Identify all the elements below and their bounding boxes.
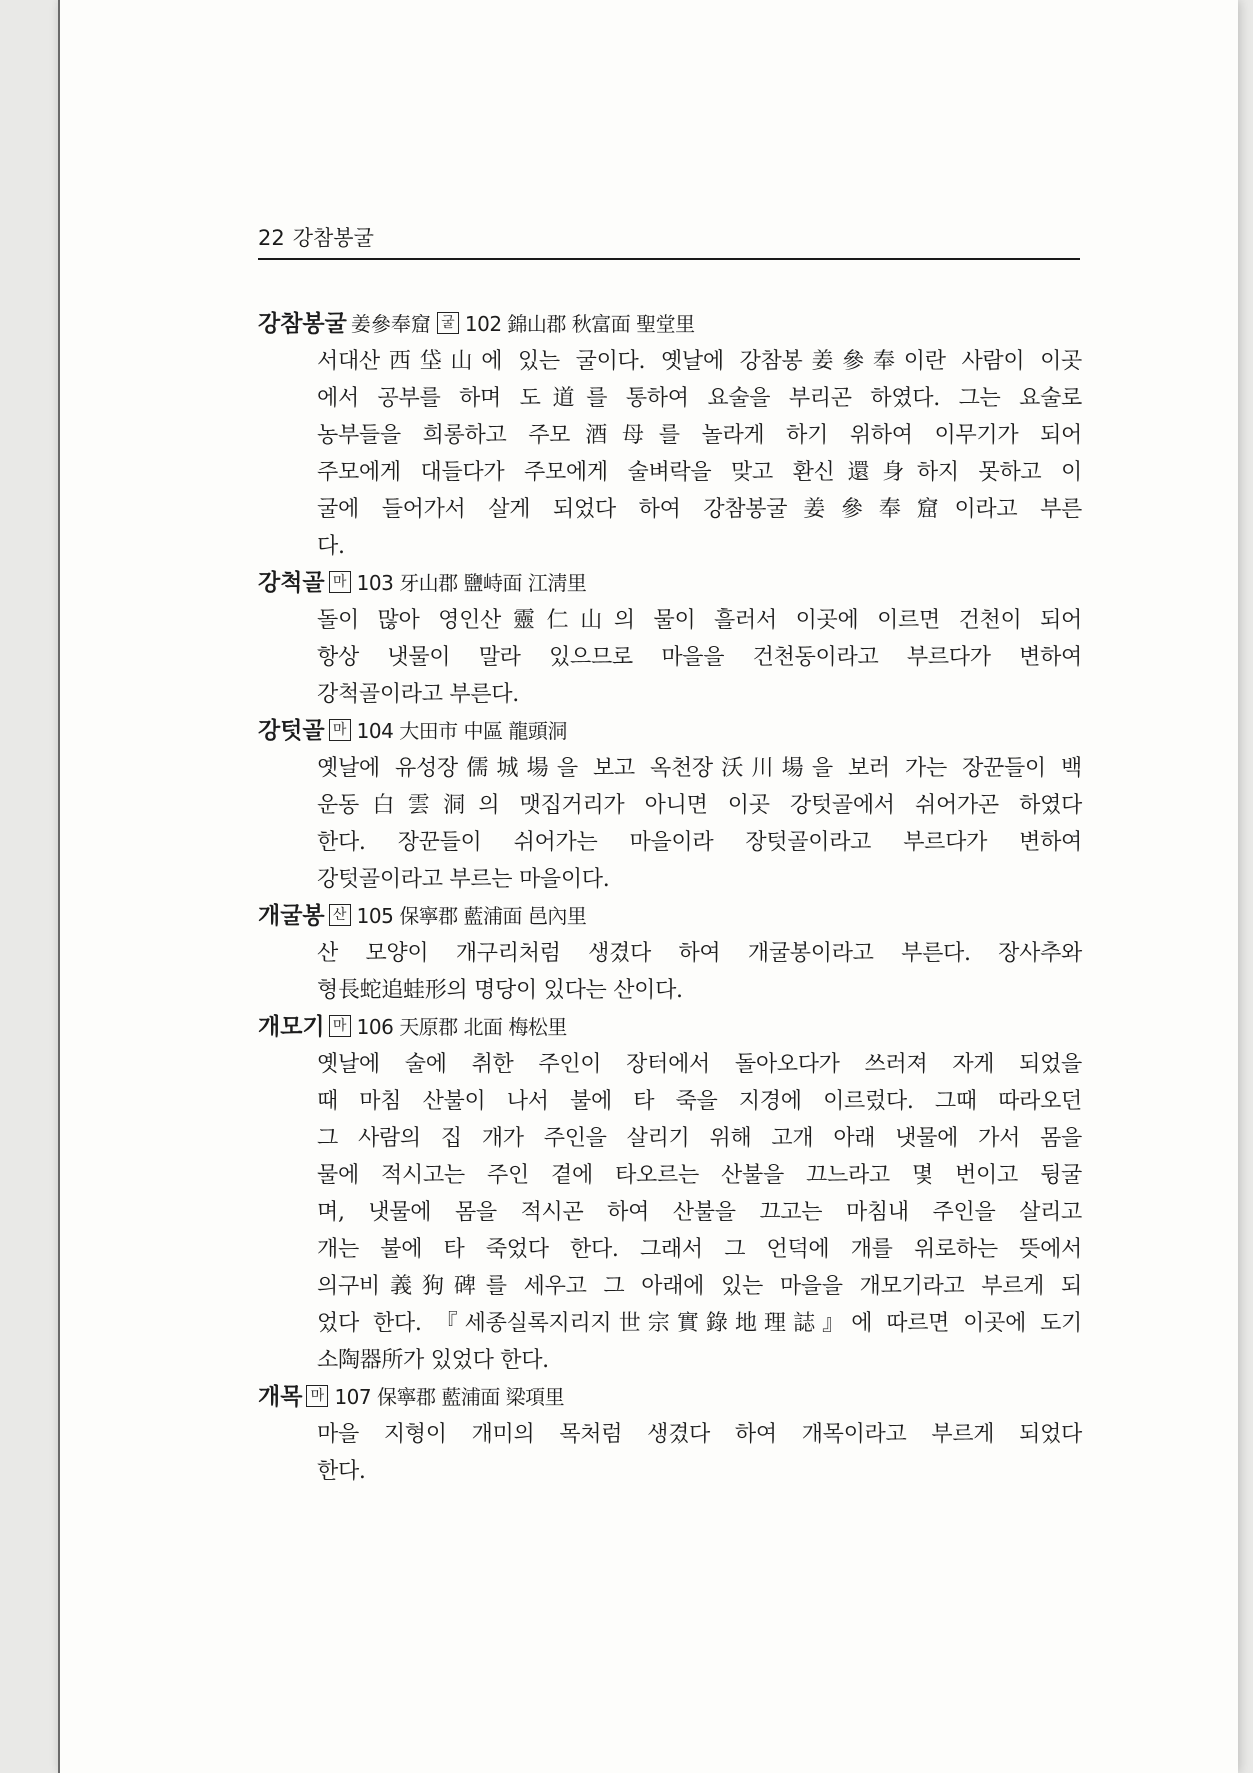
entry-heading xyxy=(258,898,1082,935)
body-line: 주모에게 대들다가 주모에게 술벼락을 맞고 환신還身하지 못하고 이 xyxy=(317,460,1082,485)
body-line: 그 사람의 집 개가 주인을 살리기 위해 고개 아래 냇물에 가서 몸을 xyxy=(317,1126,1082,1151)
body-line: 돌이 많아 영인산靈仁山의 물이 흘러서 이곳에 이르면 건천이 되어 xyxy=(317,608,1082,633)
entry-heading xyxy=(258,1379,1082,1416)
body-line: 형長蛇追蛙形의 명당이 있다는 산이다. xyxy=(317,978,683,1003)
page-content xyxy=(258,306,1082,1490)
entry-location: 102 錦山郡 秋富面 聖堂里 xyxy=(464,312,695,336)
entry-hanja: 姜參奉窟 xyxy=(350,312,431,336)
category-mark: 마 xyxy=(329,571,351,593)
category-mark: 마 xyxy=(306,1385,328,1407)
entry-body xyxy=(317,750,1082,898)
entry xyxy=(258,565,1082,713)
entry-body xyxy=(317,343,1082,565)
entry-name: 강텃골 xyxy=(258,718,325,744)
entry-location: 106 天原郡 北面 梅松里 xyxy=(356,1015,567,1039)
entry-name: 개모기 xyxy=(258,1014,325,1040)
body-line: 강척골이라고 부른다. xyxy=(317,682,519,707)
running-head xyxy=(258,222,1080,260)
entry-name: 강참봉굴 xyxy=(258,311,347,337)
running-head-title: 강참봉굴 xyxy=(292,226,374,250)
body-line: 한다. 장꾼들이 쉬어가는 마을이라 장텃골이라고 부르다가 변하여 xyxy=(317,830,1082,855)
page-number: 22 xyxy=(258,226,285,250)
entry-heading xyxy=(258,565,1082,602)
body-line: 굴에 들어가서 살게 되었다 하여 강참봉굴姜參奉窟이라고 부른 xyxy=(317,497,1082,522)
category-mark: 마 xyxy=(329,719,351,741)
entry-location: 103 牙山郡 鹽峙面 江淸里 xyxy=(356,571,587,595)
body-line: 에서 공부를 하며 도道를 통하여 요술을 부리곤 하였다. 그는 요술로 xyxy=(317,386,1082,411)
entry-body xyxy=(317,602,1082,713)
entry-location: 104 大田市 中區 龍頭洞 xyxy=(356,719,567,743)
entry-body xyxy=(317,1416,1082,1490)
body-line: 강텃골이라고 부르는 마을이다. xyxy=(317,867,610,892)
category-mark: 마 xyxy=(329,1015,351,1037)
entry xyxy=(258,898,1082,1009)
body-line: 옛날에 유성장儒城場을 보고 옥천장沃川場을 보러 가는 장꾼들이 백 xyxy=(317,756,1082,781)
entry-location: 107 保寧郡 藍浦面 梁項里 xyxy=(334,1385,565,1409)
entry xyxy=(258,1009,1082,1379)
body-line: 마을 지형이 개미의 목처럼 생겼다 하여 개목이라고 부르게 되었다 xyxy=(317,1422,1082,1447)
body-line: 다. xyxy=(317,534,345,559)
entry-body xyxy=(317,935,1082,1009)
body-line: 산 모양이 개구리처럼 생겼다 하여 개굴봉이라고 부른다. 장사추와 xyxy=(317,941,1082,966)
body-line: 서대산西垈山에 있는 굴이다. 옛날에 강참봉姜參奉이란 사람이 이곳 xyxy=(317,349,1082,374)
body-line: 때 마침 산불이 나서 불에 타 죽을 지경에 이르렀다. 그때 따라오던 xyxy=(317,1089,1082,1114)
entry-location: 105 保寧郡 藍浦面 邑內里 xyxy=(356,904,587,928)
entry-body xyxy=(317,1046,1082,1379)
entry-heading xyxy=(258,306,1082,343)
body-line: 의구비義狗碑를 세우고 그 아래에 있는 마을을 개모기라고 부르게 되 xyxy=(317,1274,1082,1299)
body-line: 며, 냇물에 몸을 적시곤 하여 산불을 끄고는 마침내 주인을 살리고 xyxy=(317,1200,1082,1225)
entry xyxy=(258,1379,1082,1490)
body-line: 었다 한다. 『세종실록지리지世宗實錄地理誌』에 따르면 이곳에 도기 xyxy=(317,1311,1082,1336)
category-mark: 굴 xyxy=(437,312,459,334)
body-line: 개는 불에 타 죽었다 한다. 그래서 그 언덕에 개를 위로하는 뜻에서 xyxy=(317,1237,1082,1262)
entry xyxy=(258,306,1082,565)
body-line: 소陶器所가 있었다 한다. xyxy=(317,1348,549,1373)
body-line: 운동白雲洞의 맷집거리가 아니면 이곳 강텃골에서 쉬어가곤 하였다 xyxy=(317,793,1082,818)
body-line: 옛날에 술에 취한 주인이 장터에서 돌아오다가 쓰러져 자게 되었을 xyxy=(317,1052,1082,1077)
entry-heading xyxy=(258,1009,1082,1046)
body-line: 항상 냇물이 말라 있으므로 마을을 건천동이라고 부르다가 변하여 xyxy=(317,645,1082,670)
entry-name: 강척골 xyxy=(258,570,325,596)
entry-name: 개굴봉 xyxy=(258,903,325,929)
category-mark: 산 xyxy=(329,904,351,926)
entry-name: 개목 xyxy=(258,1384,303,1410)
entry xyxy=(258,713,1082,898)
body-line: 농부들을 희롱하고 주모酒母를 놀라게 하기 위하여 이무기가 되어 xyxy=(317,423,1082,448)
entry-heading xyxy=(258,713,1082,750)
body-line: 한다. xyxy=(317,1459,366,1484)
body-line: 물에 적시고는 주인 곁에 타오르는 산불을 끄느라고 몇 번이고 뒹굴 xyxy=(317,1163,1082,1188)
